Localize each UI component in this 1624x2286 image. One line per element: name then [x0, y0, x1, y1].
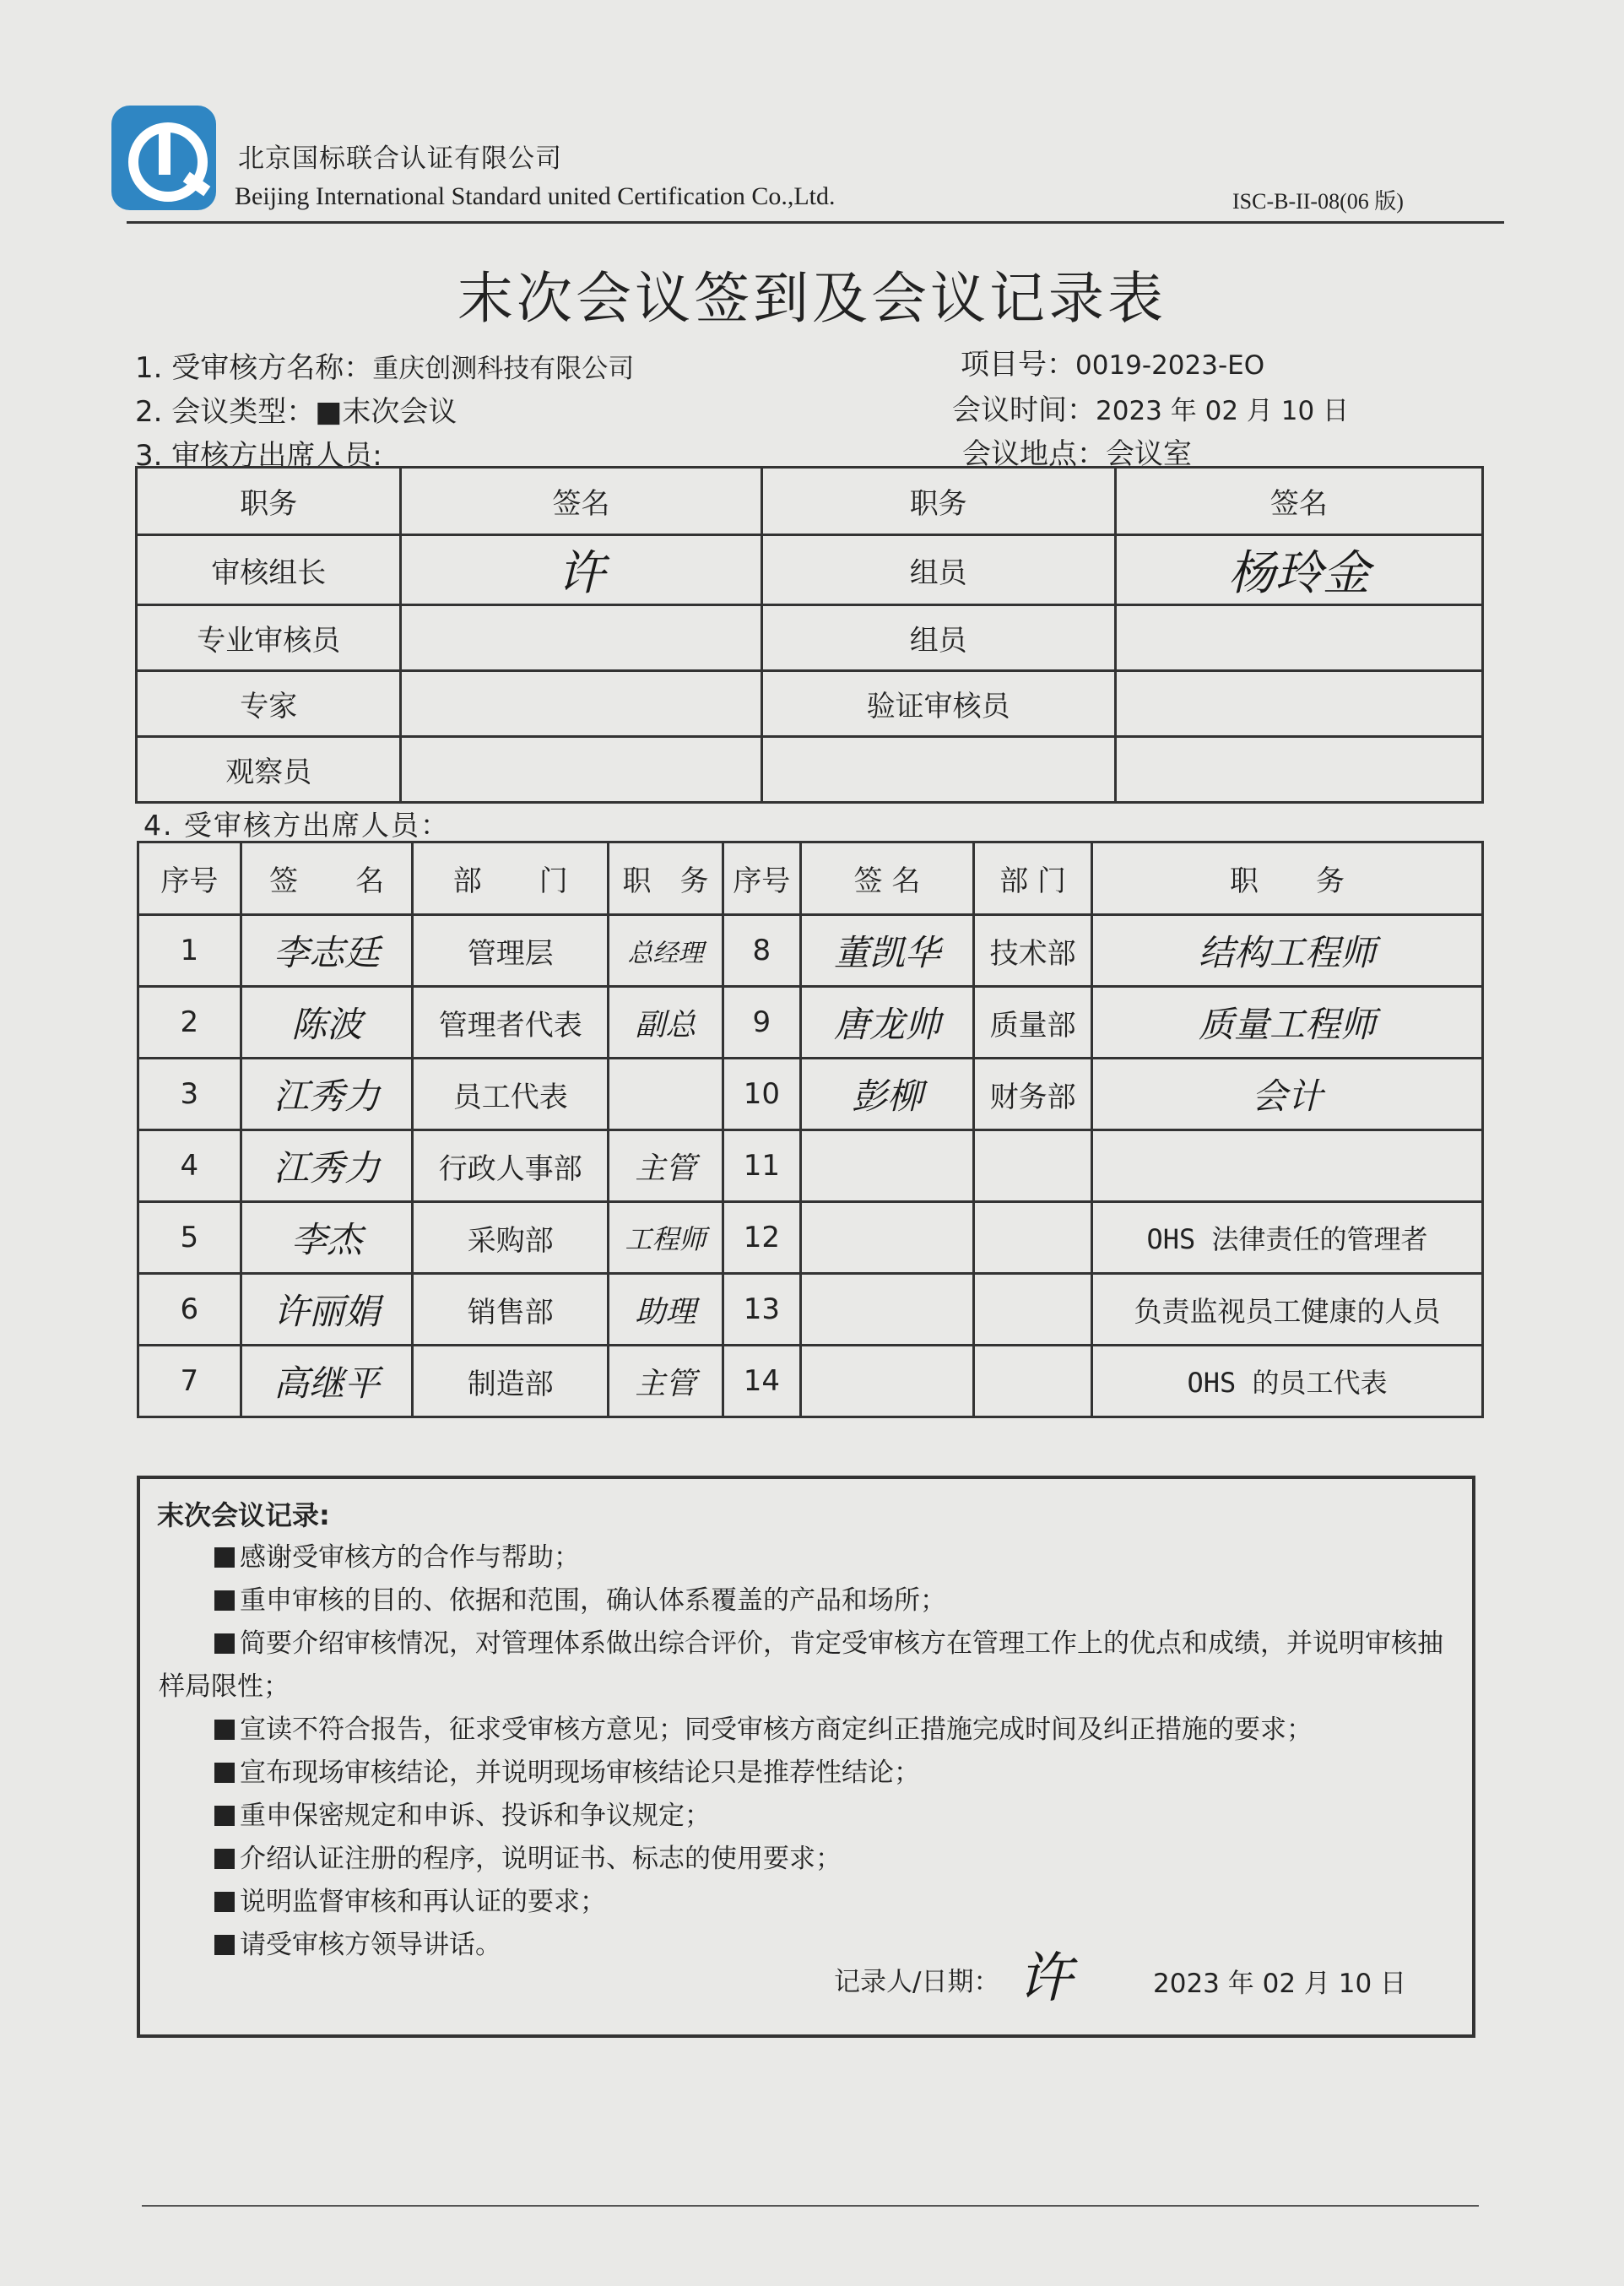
- project-number-line: [961, 341, 1264, 382]
- table-row: [137, 605, 1483, 671]
- header-cell: 序号: [138, 842, 241, 915]
- header-cell: 职 务: [609, 842, 723, 915]
- header-cell: 序号: [723, 842, 800, 915]
- list-item: 感谢受审核方的合作与帮助；: [159, 1536, 1459, 1579]
- table-row: [138, 987, 1483, 1059]
- role-cell: 组员: [761, 605, 1115, 671]
- signature-cell: [401, 605, 761, 671]
- list-item: 宣读不符合报告，征求受审核方意见；同受审核方商定纠正措施完成时间及纠正措施的要求；: [159, 1709, 1459, 1752]
- signature-cell: [401, 671, 761, 737]
- signature-cell: [401, 737, 761, 803]
- meeting-type-label: 2. 会议类型：: [135, 395, 316, 429]
- role-cell: 验证审核员: [761, 671, 1115, 737]
- auditee-name-line: [135, 344, 634, 386]
- header-cell: 部 门: [974, 842, 1092, 915]
- seq-cell: 12: [723, 1202, 800, 1274]
- position-cell: 总经理: [609, 915, 723, 987]
- header-cell: 职务: [137, 468, 401, 535]
- table-row: [138, 1274, 1483, 1346]
- table-row: [138, 1130, 1483, 1202]
- record-title: 末次会议记录:: [157, 1499, 330, 1531]
- table-row: [137, 671, 1483, 737]
- seq-cell: 11: [723, 1130, 800, 1202]
- meeting-record-box: [137, 1476, 1475, 2038]
- square-bullet-icon: [214, 1590, 235, 1611]
- table-row: [137, 535, 1483, 605]
- signature-cell: 江秀力: [241, 1130, 413, 1202]
- role-cell: 审核组长: [137, 535, 401, 605]
- meeting-time-value: 2023 年 02 月 10 日: [1096, 396, 1350, 426]
- signature-cell: [800, 1130, 974, 1202]
- table-row: [138, 1059, 1483, 1130]
- header-cell: 签名: [401, 468, 761, 535]
- department-cell: [974, 1346, 1092, 1417]
- signature-cell: 杨玲金: [1115, 535, 1482, 605]
- recorder-date: 2023 年 02 月 10 日: [1153, 1969, 1407, 1999]
- seq-cell: 4: [138, 1130, 241, 1202]
- meeting-time-line: [952, 387, 1349, 428]
- meeting-place-label: 会议地点：: [962, 437, 1106, 471]
- company-logo-icon: [111, 106, 216, 210]
- signature-cell: 许丽娟: [241, 1274, 413, 1346]
- record-list: [159, 1536, 1459, 1967]
- square-bullet-icon: [214, 1806, 235, 1826]
- list-item: 重申保密规定和申诉、投诉和争议规定；: [159, 1795, 1459, 1838]
- table-row: [138, 1346, 1483, 1417]
- signature-cell: [1115, 605, 1482, 671]
- auditor-attendees-label: 3. 审核方出席人员:: [135, 439, 382, 473]
- table-row: [138, 1202, 1483, 1274]
- position-cell: 主管: [609, 1346, 723, 1417]
- header-cell: 签 名: [241, 842, 413, 915]
- seq-cell: 5: [138, 1202, 241, 1274]
- role-cell: 组员: [761, 535, 1115, 605]
- signature-cell: 陈波: [241, 987, 413, 1059]
- square-bullet-icon: [214, 1849, 235, 1869]
- table-row: [138, 915, 1483, 987]
- position-cell: [609, 1059, 723, 1130]
- square-bullet-icon: [214, 1633, 235, 1654]
- department-cell: 行政人事部: [413, 1130, 609, 1202]
- header-cell: 职务: [761, 468, 1115, 535]
- list-item: 说明监督审核和再认证的要求；: [159, 1881, 1459, 1924]
- seq-cell: 1: [138, 915, 241, 987]
- seq-cell: 10: [723, 1059, 800, 1130]
- header-cell: 签名: [1115, 468, 1482, 535]
- department-cell: [974, 1274, 1092, 1346]
- position-cell: 会计: [1091, 1059, 1482, 1130]
- square-bullet-icon: [214, 1763, 235, 1783]
- seq-cell: 13: [723, 1274, 800, 1346]
- table-row: [137, 737, 1483, 803]
- signature-cell: 许: [401, 535, 761, 605]
- meeting-type-value: ■末次会议: [315, 395, 457, 429]
- list-item: 介绍认证注册的程序，说明证书、标志的使用要求；: [159, 1838, 1459, 1881]
- seq-cell: 3: [138, 1059, 241, 1130]
- position-cell: 质量工程师: [1091, 987, 1482, 1059]
- header-divider: [127, 221, 1504, 224]
- seq-cell: 7: [138, 1346, 241, 1417]
- header-cell: 部 门: [413, 842, 609, 915]
- signature-cell: [1115, 737, 1482, 803]
- recorder-signature: 许: [1018, 1947, 1072, 2010]
- list-item: 简要介绍审核情况，对管理体系做出综合评价，肯定受审核方在管理工作上的优点和成绩，并说明审核抽样局限性；: [159, 1628, 1443, 1702]
- department-cell: 质量部: [974, 987, 1092, 1059]
- department-cell: 采购部: [413, 1202, 609, 1274]
- company-name-en: Beijing International Standard united Certification Co.,Ltd.: [235, 182, 836, 210]
- signature-cell: 江秀力: [241, 1059, 413, 1130]
- department-cell: [974, 1130, 1092, 1202]
- seq-cell: 6: [138, 1274, 241, 1346]
- department-cell: 员工代表: [413, 1059, 609, 1130]
- auditor-attendance-table: [135, 466, 1484, 804]
- department-cell: 管理层: [413, 915, 609, 987]
- department-cell: 技术部: [974, 915, 1092, 987]
- signature-cell: 董凯华: [800, 915, 974, 987]
- signature-cell: 李杰: [241, 1202, 413, 1274]
- square-bullet-icon: [214, 1547, 235, 1568]
- auditee-label: 1. 受审核方名称：: [135, 351, 373, 385]
- square-bullet-icon: [214, 1892, 235, 1912]
- position-cell: OHS 法律责任的管理者: [1091, 1202, 1482, 1274]
- meeting-place-value: 会议室: [1106, 437, 1192, 471]
- square-bullet-icon: [214, 1935, 235, 1955]
- page-title: 末次会议签到及会议记录表: [457, 266, 1167, 331]
- position-cell: 副总: [609, 987, 723, 1059]
- form-code: ISC-B-II-08(06 版): [1232, 189, 1404, 214]
- list-item: 宣布现场审核结论，并说明现场审核结论只是推荐性结论；: [159, 1752, 1459, 1795]
- department-cell: 制造部: [413, 1346, 609, 1417]
- seq-cell: 2: [138, 987, 241, 1059]
- project-label: 项目号：: [961, 348, 1075, 382]
- signature-cell: 彭柳: [800, 1059, 974, 1130]
- signature-cell: [1115, 671, 1482, 737]
- position-cell: 结构工程师: [1091, 915, 1482, 987]
- role-cell: 专业审核员: [137, 605, 401, 671]
- seq-cell: 14: [723, 1346, 800, 1417]
- meeting-type-line: [135, 388, 457, 430]
- position-cell: OHS 的员工代表: [1091, 1346, 1482, 1417]
- signature-cell: [800, 1346, 974, 1417]
- position-cell: 主管: [609, 1130, 723, 1202]
- role-cell: 观察员: [137, 737, 401, 803]
- department-cell: [974, 1202, 1092, 1274]
- company-name-cn: 北京国标联合认证有限公司: [238, 144, 562, 174]
- auditee-value: 重庆创测科技有限公司: [372, 354, 635, 384]
- auditee-attendance-table: [137, 841, 1484, 1418]
- department-cell: 管理者代表: [413, 987, 609, 1059]
- list-item: 重申审核的目的、依据和范围，确认体系覆盖的产品和场所；: [159, 1579, 1459, 1622]
- signature-cell: [800, 1202, 974, 1274]
- department-cell: 财务部: [974, 1059, 1092, 1130]
- position-cell: [1091, 1130, 1482, 1202]
- list-item: 请受审核方领导讲话。: [159, 1924, 1459, 1967]
- seq-cell: 8: [723, 915, 800, 987]
- recorder-label: 记录人/日期：: [834, 1967, 1000, 1997]
- square-bullet-icon: [214, 1720, 235, 1740]
- header-cell: 职 务: [1091, 842, 1482, 915]
- meeting-time-label: 会议时间：: [952, 393, 1096, 427]
- role-cell: 专家: [137, 671, 401, 737]
- seq-cell: 9: [723, 987, 800, 1059]
- signature-cell: 高继平: [241, 1346, 413, 1417]
- header-cell: 签 名: [800, 842, 974, 915]
- position-cell: 负责监视员工健康的人员: [1091, 1274, 1482, 1346]
- project-value: 0019-2023-EO: [1075, 350, 1265, 381]
- role-cell: [761, 737, 1115, 803]
- position-cell: 助理: [609, 1274, 723, 1346]
- department-cell: 销售部: [413, 1274, 609, 1346]
- position-cell: 工程师: [609, 1202, 723, 1274]
- signature-cell: [800, 1274, 974, 1346]
- signature-cell: 李志廷: [241, 915, 413, 987]
- signature-cell: 唐龙帅: [800, 987, 974, 1059]
- auditee-attendees-label: 4. 受审核方出席人员：: [143, 809, 450, 842]
- footer-divider: [142, 2205, 1479, 2207]
